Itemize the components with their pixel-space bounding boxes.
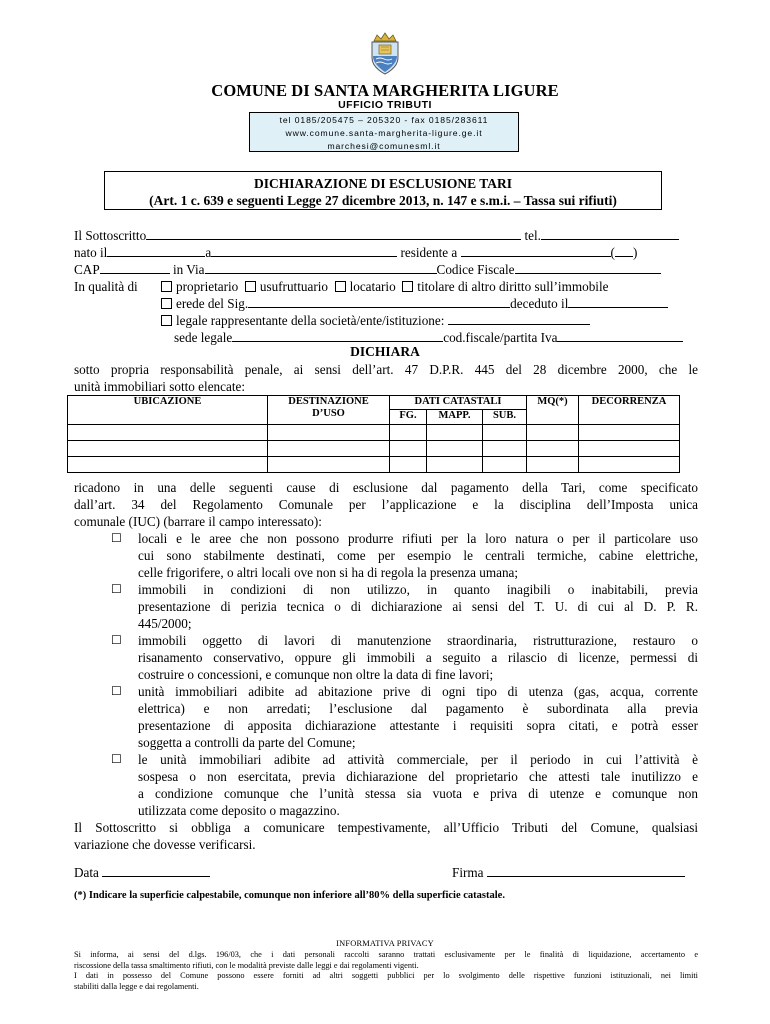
data-label: Data [74,865,99,880]
societa-field[interactable] [448,312,590,325]
form-title-box [104,171,662,210]
luogo-nascita-field[interactable] [211,244,397,257]
privacy-text [74,950,698,992]
col-mapp: MAPP. [427,410,483,425]
row-sottoscritto [74,227,679,244]
cause-4-line2: elettrica) e non arredati; l’esclusione dal pagamento è subordinata alla previa [138,701,698,716]
cause-item-2 [111,581,698,632]
privacy-title: INFORMATIVA PRIVACY [336,939,434,948]
contact-email: marchesi@comunesml.it [327,141,441,151]
opt-proprietario: proprietario [176,279,239,294]
cell[interactable] [483,457,527,473]
firma-field[interactable] [487,864,685,877]
table-row [68,425,680,441]
cause-5-line4: utilizzata come deposito o magazzino. [138,803,340,818]
cell[interactable] [390,457,427,473]
col-destinazione-l2: D’USO [312,408,345,419]
checkbox-cause-3[interactable]: ☐ [111,633,122,647]
cell[interactable] [579,457,680,473]
opt-usufruttuario: usufruttuario [259,279,328,294]
tel-label: tel. [524,228,541,243]
cause-2-line1: immobili in condizioni di non utilizzo, in quanto inagibili o inabitabili, previa [138,582,698,597]
deceduto-field[interactable] [568,295,668,308]
residente-label: residente a [400,245,458,260]
via-field[interactable] [205,261,437,274]
cell[interactable] [527,457,579,473]
table-row [68,457,680,473]
col-decorrenza: DECORRENZA [579,396,680,425]
checkbox-titolare[interactable] [402,281,413,292]
via-label: in Via [172,262,205,277]
causes-intro-line2: dall’art. 34 del Regolamento Comunale per l’applicazione e la disciplina dell’Imposta unica [74,497,698,512]
cell[interactable] [390,441,427,457]
cause-3-line2: risanamento conservativo, oppure gli immobili a seguito a rilascio di licenze, permessi di [138,650,698,665]
checkbox-proprietario[interactable] [161,281,172,292]
col-ubicazione: UBICAZIONE [68,396,268,425]
cell[interactable] [68,441,268,457]
row-legale [161,312,590,329]
data-field[interactable] [102,864,210,877]
erede-field[interactable] [248,295,510,308]
cause-4-line3: presentazione di apposita dichiarazione attestante i requisiti sopra citati, e potrà esser [138,718,698,733]
firma-label: Firma [452,865,484,880]
town-name: COMUNE DI SANTA MARGHERITA LIGURE [211,81,559,100]
a-label: a [205,245,212,260]
cell[interactable] [527,441,579,457]
opt-erede: erede del Sig. [176,296,249,311]
cause-5-line1: le unità immobiliari adibite ad attività commerciale, per il periodo in cui l’attività è [138,752,698,767]
sottoscritto-field[interactable] [146,227,521,240]
cause-5-line3: a condizione comunque che l’unità stessa sia vuota e priva di utenze e comunque non [138,786,698,801]
cause-3-line3: costruire o concessioni, e comunque non oltre la data di fine lavori; [138,667,494,682]
cell[interactable] [427,425,483,441]
cap-field[interactable] [100,261,170,274]
cap-label: CAP [74,262,100,277]
checkbox-legale[interactable] [161,315,172,326]
cell[interactable] [390,425,427,441]
cell[interactable] [268,441,390,457]
col-destinazione-l1: DESTINAZIONE [288,396,369,407]
col-mq: MQ(*) [527,396,579,425]
contact-web: www.comune.santa-margherita-ligure.ge.it [285,128,483,138]
cell[interactable] [579,425,680,441]
causes-intro [74,479,698,530]
privacy-line2: riscossione della tassa smaltimento rifiuti, con le modalità previste dalle leggi e dai regolamenti vigenti. [74,960,419,970]
opt-legale: legale rappresentante della società/ente/istituzione: [176,313,445,328]
provincia-field[interactable] [615,244,633,257]
closing-text [74,819,698,853]
codfisc-field[interactable] [557,329,683,342]
residenza-field[interactable] [461,244,611,257]
checkbox-cause-2[interactable]: ☐ [111,582,122,596]
qualita-label: In qualità di [74,279,138,294]
cause-1-line2: cui sono stabilmente destinati, come per esempio le centrali termiche, cabine elettriche, [138,548,698,563]
causes-intro-line1: ricadono in una delle seguenti cause di esclusione dal pagamento della Tari, come specificato [74,480,698,495]
checkbox-cause-4[interactable]: ☐ [111,684,122,698]
table-row [68,441,680,457]
cell[interactable] [268,457,390,473]
cell[interactable] [427,441,483,457]
privacy-line4: stabiliti dalla legge e dai regolamenti. [74,981,199,991]
row-indirizzo [74,261,661,278]
privacy-line1: Si informa, ai sensi del d.lgs. 196/03, che i dati personali raccolti saranno trattati esclusivamente per le finalità di liquidazione, accertamento e [74,950,698,959]
nato-il-field[interactable] [107,244,205,257]
cell[interactable] [68,457,268,473]
dichiara-intro [74,361,698,395]
opt-locatario: locatario [349,279,396,294]
cell[interactable] [527,425,579,441]
immobili-table [67,395,680,473]
opt-titolare: titolare di altro diritto sull’immobile [417,279,609,294]
contact-box [249,112,519,152]
footnote: (*) Indicare la superficie calpestabile, comunque non inferiore all’80% della superficie catastale. [74,890,505,901]
form-subtitle: (Art. 1 c. 639 e seguenti Legge 27 dicembre 2013, n. 147 e s.m.i. – Tassa sui rifiuti) [149,193,617,208]
col-fg: FG. [390,410,427,425]
dichiara-heading: DICHIARA [350,344,420,359]
col-dati-catastali: DATI CATASTALI [390,396,527,410]
sede-field[interactable] [232,329,443,342]
cause-3-line1: immobili oggetto di lavori di manutenzione straordinaria, ristrutturazione, restauro o [138,633,698,648]
deceduto-label: deceduto il [510,296,569,311]
firma-row [452,864,685,881]
checkbox-cause-1[interactable]: ☐ [111,531,122,545]
row-qualita [74,278,138,295]
cell[interactable] [483,441,527,457]
town-crest-icon [368,32,402,76]
cell[interactable] [483,425,527,441]
nato-label: nato il [74,245,108,260]
cause-1-line1: locali e le aree che non possono produrre rifiuti per la loro natura o per il particolare uso [138,531,698,546]
cause-2-line3: 445/2000; [138,616,192,631]
cause-1-line3: celle frigorifere, o altri locali ove non si ha di regola la presenza umana; [138,565,519,580]
sottoscritto-label: Il Sottoscritto [74,228,147,243]
cause-item-1 [111,530,698,581]
checkbox-locatario[interactable] [335,281,346,292]
cell[interactable] [427,457,483,473]
row-qualita-options [161,278,608,295]
checkbox-usufruttuario[interactable] [245,281,256,292]
causes-intro-line3: comunale (IUC) (barrare il campo interessato): [74,514,322,529]
contact-phone: tel 0185/205475 – 205320 - fax 0185/283611 [279,115,489,125]
row-erede [161,295,668,312]
cell[interactable] [579,441,680,457]
paren-close: ) [632,245,638,260]
col-sub: SUB. [483,410,527,425]
cause-2-line2: presentazione di perizia tecnica o di dichiarazione ai sensi del T. U. di cui al D. P. R. [138,599,698,614]
codice-fiscale-field[interactable] [515,261,661,274]
checkbox-cause-5[interactable]: ☐ [111,752,122,766]
closing-line1: Il Sottoscritto si obbliga a comunicare tempestivamente, all’Ufficio Tributi del Comune, qualsiasi [74,820,698,835]
row-nascita [74,244,637,261]
checkbox-erede[interactable] [161,298,172,309]
codfisc-label: cod.fiscale/partita Iva [443,330,558,345]
cell[interactable] [268,425,390,441]
cell[interactable] [68,425,268,441]
paren-open: ( [610,245,615,260]
cause-4-line4: soggetta a controlli da parte del Comune; [138,735,356,750]
data-row [74,864,210,881]
sede-label: sede legale [174,330,233,345]
dichiara-intro-line2: unità immobiliari sotto elencate: [74,379,246,394]
cause-5-line2: sospesa o non esercitata, previa dichiarazione del proprietario che attesti tale inutilizzo e [138,769,698,784]
privacy-line3: I dati in possesso del Comune possono essere forniti ad altri soggetti pubblici per lo svolgimento delle rispettive funzioni istituzionali, nei limiti [74,971,698,981]
office-name: UFFICIO TRIBUTI [338,99,432,111]
tel-field[interactable] [541,227,679,240]
form-title: DICHIARAZIONE DI ESCLUSIONE TARI [254,176,512,191]
cause-item-5 [111,751,698,819]
closing-line2: variazione che dovesse verificarsi. [74,837,256,852]
codice-fiscale-label: Codice Fiscale [436,262,515,277]
cause-4-line1: unità immobiliari adibite ad abitazione prive di ogni tipo di utenza (gas, acqua, corrente [138,684,698,699]
col-destinazione [268,396,390,425]
cause-item-4 [111,683,698,751]
dichiara-intro-line1: sotto propria responsabilità penale, ai sensi dell’art. 47 D.P.R. 445 del 28 dicembre 2000, che le [74,362,698,377]
cause-item-3 [111,632,698,683]
